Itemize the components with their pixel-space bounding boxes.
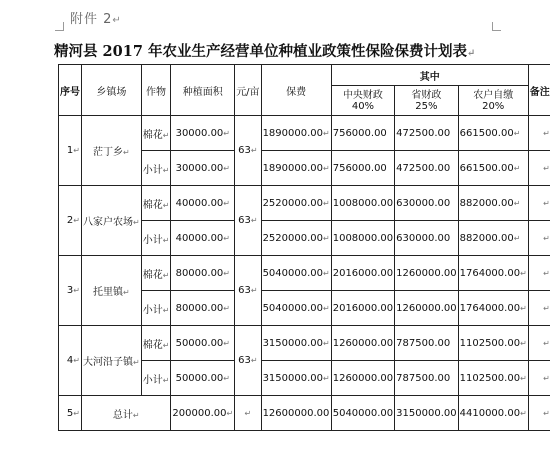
- town-cell: [82, 326, 142, 396]
- total-farmer-cell: [458, 396, 528, 431]
- crop-cell: [141, 186, 171, 221]
- farmer-cell-text: 661500.00: [459, 127, 514, 139]
- header-province-pct: 25%: [415, 100, 438, 112]
- paragraph-mark: ↵: [466, 48, 476, 59]
- rate-cell: [235, 186, 261, 256]
- premium-cell: [261, 361, 331, 396]
- farmer-cell-text: 661500.00: [459, 162, 514, 174]
- province-cell: [395, 361, 458, 396]
- central-cell-text: 1008000.00: [332, 232, 394, 244]
- central-cell-text: 2016000.00: [332, 302, 394, 314]
- crop-cell: [141, 291, 171, 326]
- paragraph-mark: ↵: [323, 233, 330, 243]
- area-cell-text: 40000.00: [175, 197, 224, 209]
- header-rate: [235, 65, 261, 116]
- town-cell: [82, 186, 142, 256]
- central-cell: [331, 361, 394, 396]
- paragraph-mark: ↵: [513, 163, 521, 173]
- central-cell: [331, 256, 394, 291]
- province-cell: [395, 221, 458, 256]
- paragraph-mark: ↵: [250, 356, 258, 365]
- area-cell: [171, 326, 235, 361]
- header-central-text: 中央财政: [342, 89, 383, 101]
- area-cell-text: 50000.00: [175, 372, 224, 384]
- paragraph-mark: ↵: [250, 286, 258, 295]
- premium-cell-text: 3150000.00: [262, 337, 324, 349]
- page-corner-mark-left: [55, 22, 64, 31]
- premium-cell-text: 2520000.00: [262, 197, 324, 209]
- page-corner-mark-right: [492, 22, 501, 31]
- paragraph-mark: ↵: [162, 165, 170, 175]
- paragraph-mark: ↵: [112, 15, 122, 26]
- paragraph-mark: ↵: [73, 216, 80, 225]
- farmer-cell: [458, 221, 528, 256]
- paragraph-mark: ↵: [520, 303, 527, 313]
- paragraph-mark: ↵: [162, 305, 170, 315]
- paragraph-mark: ↵: [162, 130, 170, 140]
- province-cell: [395, 326, 458, 361]
- area-cell-text: 40000.00: [175, 232, 224, 244]
- total-area-cell: [171, 396, 235, 431]
- central-cell: [331, 291, 394, 326]
- premium-plan-table: [58, 64, 550, 431]
- province-cell: [395, 151, 458, 186]
- seq-cell: [59, 186, 82, 256]
- total-rate-cell: [235, 396, 261, 431]
- paragraph-mark: ↵: [543, 233, 550, 243]
- paragraph-mark: ↵: [520, 268, 527, 278]
- paragraph-mark: ↵: [162, 270, 170, 280]
- area-cell: [171, 221, 235, 256]
- farmer-cell-text: 882000.00: [459, 232, 514, 244]
- province-cell-text: 472500.00: [396, 127, 451, 139]
- total-label-cell-text: 总计: [112, 409, 133, 421]
- farmer-cell: [458, 326, 528, 361]
- total-province-cell-text: 3150000.00: [396, 407, 457, 419]
- header-seq-text: 序号: [60, 86, 80, 98]
- paragraph-mark: ↵: [162, 340, 170, 350]
- premium-cell: [261, 326, 331, 361]
- header-note-text: 备注: [529, 86, 550, 98]
- area-cell-text: 50000.00: [175, 337, 224, 349]
- header-row-top: [59, 65, 550, 86]
- crop-cell: [141, 151, 171, 186]
- table-row: [59, 256, 550, 291]
- paragraph-mark: ↵: [73, 408, 80, 418]
- header-of-which: [331, 65, 528, 86]
- area-cell: [171, 361, 235, 396]
- town-cell-text: 托里镇: [93, 287, 123, 298]
- paragraph-mark: ↵: [543, 303, 550, 313]
- province-cell: [395, 291, 458, 326]
- header-province-text: 省财政: [411, 89, 442, 101]
- paragraph-mark: ↵: [73, 356, 80, 365]
- header-farmer: [458, 86, 528, 116]
- total-premium-cell-text: 12600000.00: [262, 407, 330, 419]
- paragraph-mark: ↵: [133, 358, 140, 367]
- header-area-text: 种植面积: [182, 86, 223, 98]
- area-cell: [171, 151, 235, 186]
- paragraph-mark: ↵: [250, 216, 258, 225]
- header-town: [82, 65, 142, 116]
- premium-cell: [261, 151, 331, 186]
- province-cell-text: 787500.00: [396, 337, 451, 349]
- farmer-cell-text: 1764000.00: [459, 302, 521, 314]
- total-seq-cell: [59, 396, 82, 431]
- province-cell: [395, 186, 458, 221]
- paragraph-mark: ↵: [133, 218, 140, 227]
- paragraph-mark: ↵: [520, 408, 527, 418]
- crop-cell-text: 棉花: [142, 339, 163, 351]
- crop-cell-text: 棉花: [142, 269, 163, 281]
- farmer-cell: [458, 186, 528, 221]
- paragraph-mark: ↵: [323, 303, 330, 313]
- premium-cell: [261, 256, 331, 291]
- header-town-text: 乡镇场: [96, 86, 127, 98]
- farmer-cell-text: 1764000.00: [459, 267, 521, 279]
- total-premium-cell: [261, 396, 331, 431]
- paragraph-mark: ↵: [323, 373, 330, 383]
- crop-cell: [141, 326, 171, 361]
- crop-cell-text: 小计: [142, 374, 163, 386]
- total-note-cell: [528, 396, 550, 431]
- seq-cell: [59, 256, 82, 326]
- rate-cell-text: 63: [238, 215, 251, 226]
- paragraph-mark: ↵: [223, 268, 230, 278]
- total-farmer-cell-text: 4410000.00: [459, 407, 521, 419]
- crop-cell: [141, 221, 171, 256]
- premium-cell-text: 2520000.00: [262, 232, 324, 244]
- premium-cell: [261, 291, 331, 326]
- header-area: [171, 65, 235, 116]
- paragraph-mark: ↵: [223, 303, 230, 313]
- note-cell: [528, 221, 550, 256]
- town-cell: [82, 256, 142, 326]
- note-cell: [528, 326, 550, 361]
- note-cell: [528, 256, 550, 291]
- area-cell: [171, 186, 235, 221]
- seq-cell: [59, 116, 82, 186]
- crop-cell: [141, 361, 171, 396]
- table-row: [59, 116, 550, 151]
- rate-cell-text: 63: [238, 285, 251, 296]
- central-cell-text: 1260000.00: [332, 337, 394, 349]
- area-cell: [171, 116, 235, 151]
- central-cell: [331, 326, 394, 361]
- paragraph-mark: ↵: [73, 286, 80, 295]
- total-label-cell: [82, 396, 171, 431]
- premium-cell-text: 1890000.00: [262, 127, 324, 139]
- premium-cell: [261, 116, 331, 151]
- header-central: [331, 86, 394, 116]
- central-cell: [331, 116, 394, 151]
- town-cell-text: 大河沿子镇: [83, 357, 133, 368]
- seq-cell-text: 1: [66, 145, 74, 156]
- farmer-cell: [458, 116, 528, 151]
- province-cell-text: 787500.00: [396, 372, 451, 384]
- table-row: [59, 186, 550, 221]
- crop-cell-text: 棉花: [142, 129, 163, 141]
- header-crop: [141, 65, 171, 116]
- central-cell: [331, 151, 394, 186]
- paragraph-mark: ↵: [250, 146, 258, 155]
- central-cell: [331, 186, 394, 221]
- paragraph-mark: ↵: [223, 338, 230, 348]
- town-cell-text: 茫丁乡: [93, 147, 123, 158]
- note-cell: [528, 186, 550, 221]
- central-cell-text: 756000.00: [332, 127, 387, 139]
- table-row: [59, 326, 550, 361]
- paragraph-mark: ↵: [162, 200, 170, 210]
- header-central-pct: 40%: [351, 100, 375, 112]
- province-cell-text: 1260000.00: [396, 302, 457, 314]
- area-cell-text: 80000.00: [175, 302, 224, 314]
- area-cell-text: 80000.00: [175, 267, 224, 279]
- total-seq-cell-text: 5: [66, 407, 74, 419]
- premium-cell-text: 5040000.00: [262, 302, 324, 314]
- central-cell-text: 1260000.00: [332, 372, 394, 384]
- paragraph-mark: ↵: [162, 375, 170, 385]
- premium-cell-text: 3150000.00: [262, 372, 324, 384]
- farmer-cell-text: 1102500.00: [459, 337, 521, 349]
- paragraph-mark: ↵: [223, 198, 230, 208]
- paragraph-mark: ↵: [543, 373, 550, 383]
- paragraph-mark: ↵: [244, 408, 252, 418]
- paragraph-mark: ↵: [223, 233, 230, 243]
- rate-cell-text: 63: [238, 145, 251, 156]
- farmer-cell-text: 882000.00: [459, 197, 514, 209]
- paragraph-mark: ↵: [543, 128, 550, 138]
- premium-cell: [261, 186, 331, 221]
- note-cell: [528, 116, 550, 151]
- attachment-label-text: 附件 2: [70, 12, 113, 27]
- crop-cell-text: 棉花: [142, 199, 163, 211]
- header-rate-text: 元/亩: [236, 86, 260, 98]
- paragraph-mark: ↵: [323, 268, 330, 278]
- seq-cell-text: 4: [66, 355, 74, 366]
- note-cell: [528, 151, 550, 186]
- farmer-cell: [458, 361, 528, 396]
- paragraph-mark: ↵: [162, 235, 170, 245]
- rate-cell: [235, 256, 261, 326]
- note-cell: [528, 361, 550, 396]
- paragraph-mark: ↵: [323, 338, 330, 348]
- header-crop-text: 作物: [146, 86, 167, 98]
- note-cell: [528, 291, 550, 326]
- paragraph-mark: ↵: [123, 288, 130, 297]
- town-cell-text: 八家户农场: [83, 217, 133, 228]
- header-premium-text: 保费: [286, 86, 307, 98]
- province-cell-text: 1260000.00: [396, 267, 457, 279]
- province-cell-text: 472500.00: [396, 162, 451, 174]
- paragraph-mark: ↵: [323, 198, 330, 208]
- farmer-cell: [458, 151, 528, 186]
- paragraph-mark: ↵: [513, 128, 521, 138]
- header-seq: [59, 65, 82, 116]
- rate-cell: [235, 326, 261, 396]
- paragraph-mark: ↵: [543, 408, 550, 418]
- paragraph-mark: ↵: [513, 233, 521, 243]
- seq-cell: [59, 326, 82, 396]
- total-central-cell-text: 5040000.00: [332, 407, 394, 419]
- crop-cell-text: 小计: [142, 164, 163, 176]
- header-farmer-text: 农户自缴: [473, 89, 514, 101]
- header-note: [528, 65, 550, 116]
- paragraph-mark: ↵: [513, 198, 521, 208]
- town-cell: [82, 116, 142, 186]
- premium-cell-text: 5040000.00: [262, 267, 324, 279]
- paragraph-mark: ↵: [520, 373, 527, 383]
- paragraph-mark: ↵: [132, 410, 140, 420]
- paragraph-mark: ↵: [223, 128, 230, 138]
- central-cell: [331, 221, 394, 256]
- area-cell: [171, 291, 235, 326]
- paragraph-mark: ↵: [543, 338, 550, 348]
- central-cell-text: 756000.00: [332, 162, 387, 174]
- paragraph-mark: ↵: [323, 128, 330, 138]
- paragraph-mark: ↵: [223, 373, 230, 383]
- paragraph-mark: ↵: [226, 408, 234, 418]
- header-province: [395, 86, 458, 116]
- premium-cell-text: 1890000.00: [262, 162, 324, 174]
- total-central-cell: [331, 396, 394, 431]
- seq-cell-text: 2: [66, 215, 74, 226]
- rate-cell: [235, 116, 261, 186]
- paragraph-mark: ↵: [323, 163, 330, 173]
- header-of-which-text: 其中: [419, 71, 440, 83]
- province-cell-text: 630000.00: [396, 232, 451, 244]
- seq-cell-text: 3: [66, 285, 74, 296]
- central-cell-text: 2016000.00: [332, 267, 394, 279]
- total-row: [59, 396, 550, 431]
- area-cell-text: 30000.00: [175, 127, 224, 139]
- rate-cell-text: 63: [238, 355, 251, 366]
- attachment-label: [70, 8, 122, 27]
- paragraph-mark: ↵: [543, 198, 550, 208]
- farmer-cell-text: 1102500.00: [459, 372, 521, 384]
- header-premium: [261, 65, 331, 116]
- farmer-cell: [458, 256, 528, 291]
- paragraph-mark: ↵: [520, 338, 527, 348]
- total-province-cell: [395, 396, 458, 431]
- paragraph-mark: ↵: [73, 146, 80, 155]
- province-cell: [395, 256, 458, 291]
- paragraph-mark: ↵: [223, 163, 230, 173]
- crop-cell: [141, 256, 171, 291]
- area-cell: [171, 256, 235, 291]
- paragraph-mark: ↵: [543, 163, 550, 173]
- crop-cell: [141, 116, 171, 151]
- area-cell-text: 30000.00: [175, 162, 224, 174]
- document-title-text: 精河县 2017 年农业生产经营单位种植业政策性保险保费计划表: [54, 43, 467, 60]
- crop-cell-text: 小计: [142, 234, 163, 246]
- total-area-cell-text: 200000.00: [172, 407, 227, 419]
- farmer-cell: [458, 291, 528, 326]
- paragraph-mark: ↵: [123, 148, 130, 157]
- premium-cell: [261, 221, 331, 256]
- central-cell-text: 1008000.00: [332, 197, 394, 209]
- province-cell: [395, 116, 458, 151]
- paragraph-mark: ↵: [543, 268, 550, 278]
- province-cell-text: 630000.00: [396, 197, 451, 209]
- document-title: [54, 40, 514, 61]
- header-farmer-pct: 20%: [482, 100, 505, 112]
- crop-cell-text: 小计: [142, 304, 163, 316]
